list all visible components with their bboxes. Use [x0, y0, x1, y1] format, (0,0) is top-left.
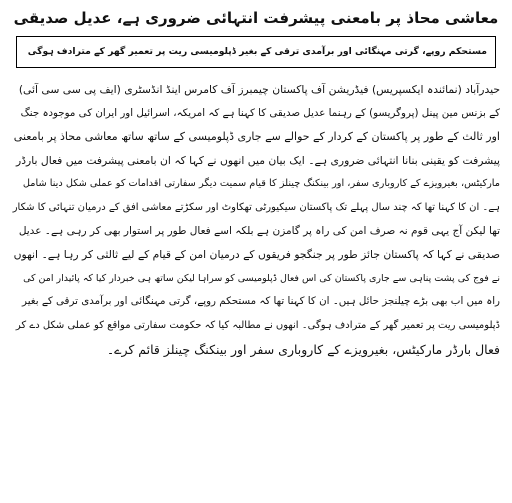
body-line: نے فوج کی پشت پناہی سے جاری پاکستان کی اس فعال ڈپلومیسی کو سراہا لیکن ساتھ ہی خبردار کیا کہ پائیدار امن کی — [23, 272, 500, 284]
body-line: ڈپلومیسی ریت پر تعمیر گھر کے مترادف ہوگی۔ انھوں نے مطالبہ کیا کہ حکومت سفارتی مواقع کو عملی شکل دے کر — [15, 319, 500, 331]
body-line: تھا لیکن آج یہی قوم نہ صرف امن کی راہ پر گامزن ہے بلکہ اسے فعال طور پر استوار بھی کر رہی ہے۔ عدیل — [18, 224, 500, 237]
body-line: حیدرآباد (نمائندہ ایکسپریس) فیڈریشن آف پاکستان چیمبرز آف کامرس اینڈ انڈسٹری (ایف پی سی سی آئی) — [18, 83, 500, 96]
body-line: ہے۔ ان کا کہنا تھا کہ چند سال پہلے تک پاکستان سیکیورٹی تھکاوٹ اور سکڑتے معاشی افق کے درمیان تنہائی کا شکار — [12, 201, 500, 213]
subheadline-line: مستحکم روپے، گرتی مہنگائی اور برآمدی ترقی کے بغیر ڈپلومیسی ریت پر تعمیر گھر کے مترادف ہوگی — [27, 46, 487, 57]
body-line: راہ میں اب بھی بڑے چیلنجز حائل ہیں۔ ان کا کہنا تھا کہ مستحکم روپے، گرتی مہنگائی اور برآمدی ترقی کے بغیر — [22, 295, 500, 308]
body-line: اور ثالث کے طور پر پاکستان کے کردار کے حوالے سے جاری ڈپلومیسی کے ساتھ ساتھ معاشی محاذ پر بامعنی — [13, 130, 500, 144]
subheadline-box — [16, 36, 496, 68]
body-line: کے بزنس مین پینل (پروگریسو) کے رہنما عدیل صدیقی کا کہنا ہے کہ امریکہ، اسرائیل اور ایران کی موجودہ جنگ — [20, 106, 500, 119]
article-body — [12, 78, 500, 361]
body-line: پیشرفت کو یقینی بنانا انتہائی ضروری ہے۔ ایک بیان میں انھوں نے کہا کہ ان بامعنی پیشرفت میں فعال بارڈر — [16, 153, 500, 167]
body-line: مارکیٹس، بغیرویزے کے کاروباری سفر، اور بینکنگ چینلز کا قیام سمیت دیگر سفارتی اقدامات کو عملی شکل دینا شامل — [22, 178, 500, 190]
body-line: صدیقی نے کہا کہ پاکستان جائز طور پر جنگجو فریقوں کے درمیان امن کے قیام کے لیے ثالثی کر رہا ہے۔ انھوں — [13, 248, 500, 262]
body-line: فعال بارڈر مارکیٹس، بغیرویزے کے کاروباری سفر اور بینکنگ چینلز قائم کرے۔ — [106, 341, 500, 357]
article-headline: معاشی محاذ پر بامعنی پیشرفت انتہائی ضروری ہے، عدیل صدیقی — [13, 9, 499, 27]
